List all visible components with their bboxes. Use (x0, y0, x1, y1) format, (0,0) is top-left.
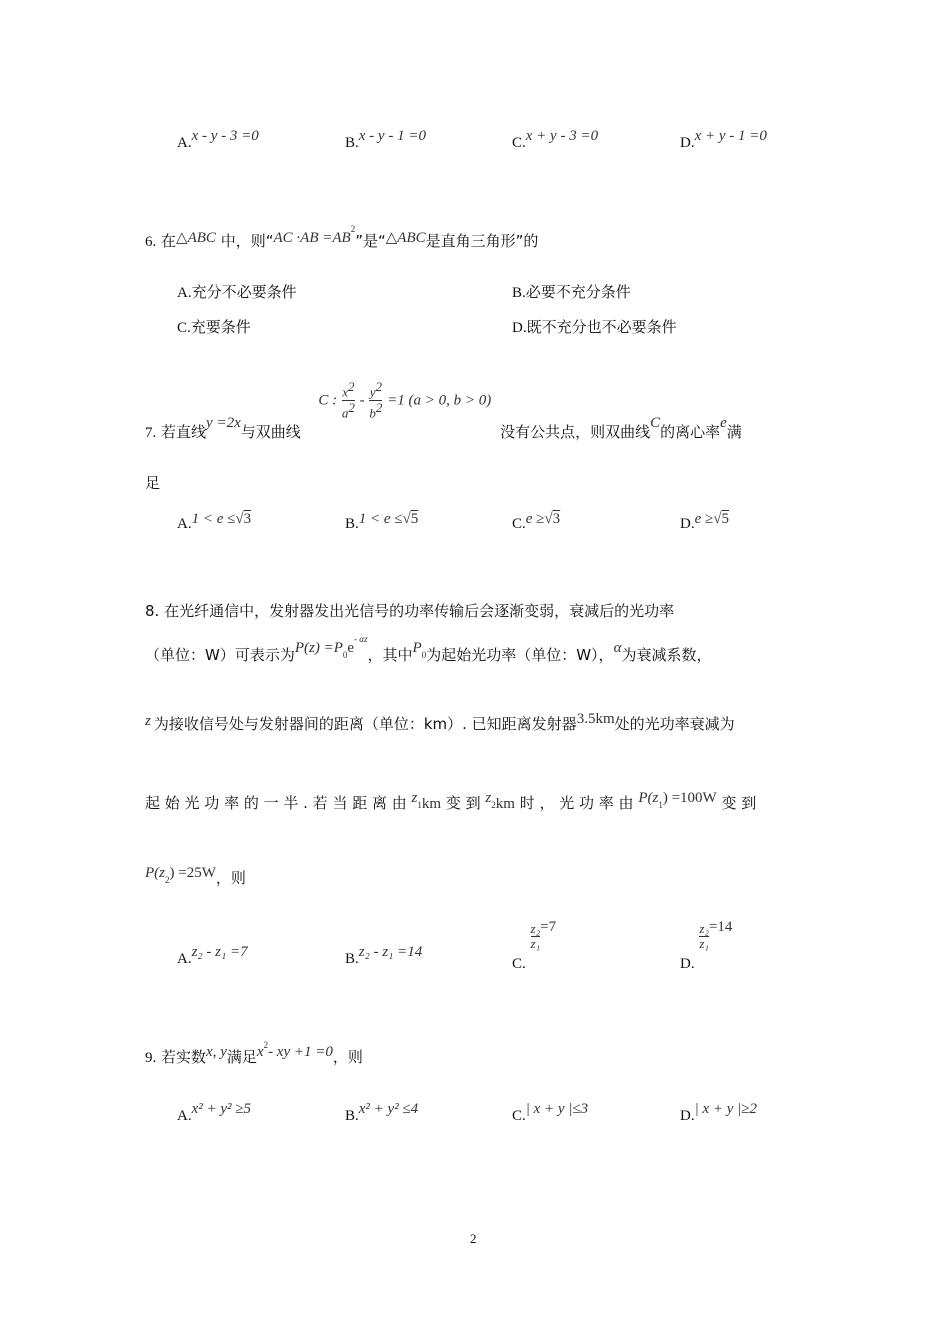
q9-stem: 9. 若实数x, y满足$x^2-$ xy +1 =0，则 (145, 1040, 363, 1066)
q8-line2: （单位：W）可表示为$P(z) =P_0e^{- \alpha z}$，其中$P_0$为起始光功率（单位：W），α为衰减系数， (145, 634, 712, 664)
q6-option-c: C.充要条件 (177, 318, 251, 336)
q5-option-d: D.x + y - 1 =0 (680, 128, 767, 151)
hyperbola-equation: C : $\frac{x2}{a2}$ - $\frac{y2}{b2}$ =1 (a > 0, b > 0) (318, 379, 492, 420)
q8-option-b: B.z₂ - z₁ =14 (345, 944, 423, 967)
q8-line1: 8. 在光纤通信中，发射器发出光信号的功率传输后会逐渐变弱，衰减后的光功率 (145, 602, 675, 620)
q7-stem: 7. 若直线y =2x与双曲线 C : $\frac{x2}{a2}$ - $\frac{y2}{b2}$ =1 (a > 0, b > 0) 没有公共点，则双曲线C的离心率e满 (145, 379, 742, 441)
page-number: 2 (470, 1231, 477, 1246)
q8-option-c: C. $\frac{\text{z₂}}{\text{z₁}}$ =7 (512, 919, 557, 973)
q8-line3: z 为接收信号处与发射器间的距离（单位：km）. 已知距离发射器3.5km处的光功率衰减为 (145, 711, 735, 733)
q6-option-a: A.充分不必要条件 (177, 283, 297, 301)
q5-option-a: A.x - y - 3 =0 (177, 128, 259, 151)
q5-option-c: C.x + y - 3 =0 (512, 128, 599, 151)
q7-option-c: C.e ≥√3 (512, 511, 561, 532)
q8-line5: $P(z_2) =25W$，则 (145, 865, 246, 887)
q7-option-a: A.1 < e ≤√3 (177, 511, 252, 532)
q9-option-a: A.x² + y² ≥5 (177, 1101, 252, 1124)
q7-stem-cont: 足 (145, 474, 161, 492)
q8-option-d: D. $\frac{\text{z₂}}{\text{z₁}}$ =14 (680, 919, 733, 973)
q9-option-b: B.x² + y² ≤4 (345, 1101, 419, 1124)
q6-option-d: D.既不充分也不必要条件 (512, 318, 677, 336)
q8-line4: 起 始 光 功 率 的 一 半 . 若 当 距 离 由 $z_1km$ 变 到 $z_2km$ 时 ， 光 功 率 由 $P(z_1) =100W$ 变 到 (145, 790, 757, 812)
q7-option-b: B.1 < e ≤√5 (345, 511, 419, 532)
q5-option-b: B.x - y - 1 =0 (345, 128, 426, 151)
q7-option-d: D.e ≥√5 (680, 511, 729, 532)
q9-option-d: D.| x + y |≥2 (680, 1101, 758, 1124)
q6-stem: 6. 在△ABC 中，则“AC $\cdot AB =AB^2$”是“△ABC是直角三角形”的 (145, 224, 539, 250)
q6-option-b: B.必要不充分条件 (512, 283, 631, 301)
q9-option-c: C.| x + y |≤3 (512, 1101, 589, 1124)
q8-option-a: A.z₂ - z₁ =7 (177, 944, 248, 967)
